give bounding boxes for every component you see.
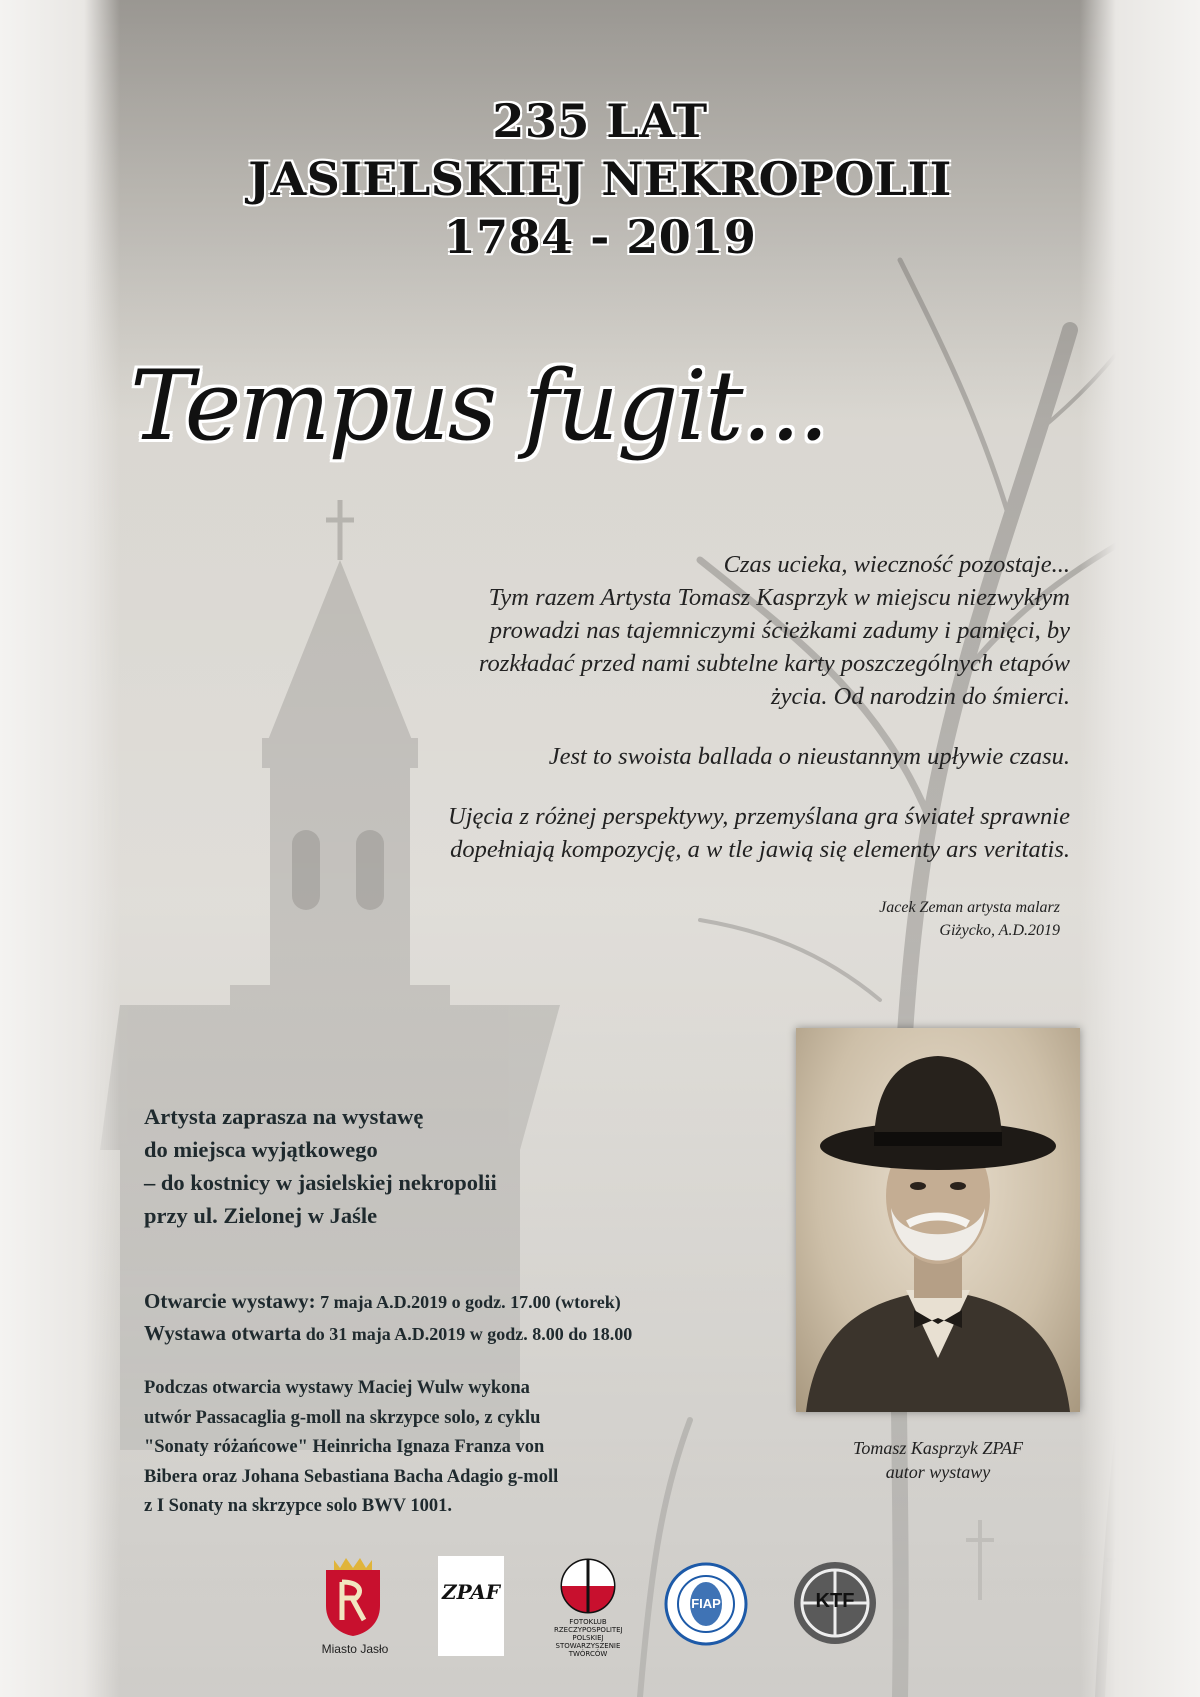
exhibition-schedule <box>144 1286 784 1350</box>
invitation-line: – do kostnicy w jasielskiej nekropolii <box>144 1170 497 1195</box>
concert-line: "Sonaty różańcowe" Heinricha Ignaza Franza von <box>144 1437 545 1457</box>
invitation-line: do miejsca wyjątkowego <box>144 1137 378 1162</box>
quote-signature <box>879 896 1060 942</box>
caption-role: autor wystawy <box>885 1462 991 1482</box>
fiap-logo <box>664 1562 748 1646</box>
invitation-line: Artysta zaprasza na wystawę <box>144 1104 424 1129</box>
quote-paragraph-2 <box>310 740 1070 773</box>
concert-line: z I Sonaty na skrzypce solo BWV 1001. <box>144 1496 453 1516</box>
signature-place-date: Giżycko, A.D.2019 <box>939 922 1060 939</box>
open-label: Wystawa otwarta <box>144 1321 302 1345</box>
fiap-mark: FIAP <box>691 1596 721 1611</box>
portrait-illustration <box>796 1028 1080 1412</box>
fotoklub-logo <box>552 1556 624 1660</box>
opening-label: Otwarcie wystawy: <box>144 1289 316 1313</box>
invitation-text <box>144 1100 764 1232</box>
critic-quote <box>310 548 1070 893</box>
signature-author: Jacek Zeman artysta malarz <box>879 899 1060 916</box>
quote-line: dopełniają kompozycję, a w tle jawią się elementy ars veritatis. <box>450 836 1070 863</box>
quote-line: Tym razem Artysta Tomasz Kasprzyk w miejscu niezwykłym <box>488 584 1070 611</box>
artist-portrait <box>796 1028 1080 1412</box>
headline-necropolis: JASIELSKIEJ NEKROPOLII <box>248 152 952 206</box>
quote-line: rozkładać przed nami subtelne karty poszczególnych etapów <box>478 650 1070 677</box>
concert-line: utwór Passacaglia g-moll na skrzypce solo, z cyklu <box>144 1407 541 1428</box>
portrait-caption <box>796 1436 1080 1484</box>
caption-artist-name: Tomasz Kasprzyk ZPAF <box>852 1438 1024 1458</box>
ktf-logo <box>792 1560 878 1646</box>
invitation-line: przy ul. Zielonej w Jaśle <box>144 1203 378 1228</box>
concert-info <box>144 1374 764 1522</box>
concert-line: Bibera oraz Johana Sebastiana Bacha Adagio g-moll <box>144 1466 559 1487</box>
event-headline <box>0 92 1200 266</box>
quote-line: życia. Od narodzin do śmierci. <box>771 683 1070 710</box>
jaslo-crest-icon <box>318 1556 388 1638</box>
headline-years: 1784 - 2019 <box>443 210 757 264</box>
headline-anniversary: 235 LAT <box>492 94 708 148</box>
jaslo-logo <box>318 1556 388 1666</box>
quote-line: prowadzi nas tajemniczymi ścieżkami zadumy i pamięci, by <box>489 617 1070 644</box>
ktf-mark: KTF <box>815 1590 855 1612</box>
quote-paragraph-3 <box>310 800 1070 866</box>
opening-row <box>144 1286 784 1318</box>
quote-paragraph-1 <box>310 548 1070 713</box>
jaslo-label: Miasto Jasło <box>321 1642 389 1656</box>
concert-line: Podczas otwarcia wystawy Maciej Wulw wykona <box>144 1378 530 1398</box>
open-value: do 31 maja A.D.2019 w godz. 8.00 do 18.00 <box>301 1324 633 1344</box>
zpaf-mark: ZPAF <box>442 1580 500 1604</box>
quote-line: Jest to swoista ballada o nieustannym upływie czasu. <box>548 743 1070 770</box>
zpaf-logo <box>438 1556 504 1656</box>
exhibition-title: Tempus fugit... <box>130 350 828 462</box>
opening-value: 7 maja A.D.2019 o godz. 17.00 (wtorek) <box>315 1292 621 1312</box>
quote-line: Ujęcia z różnej perspektywy, przemyślana gra świateł sprawnie <box>448 803 1070 830</box>
fotoklub-text: FOTOKLUB RZECZYPOSPOLITEJ POLSKIEJ STOWARZYSZENIE TWÓRCÓW <box>554 1618 623 1658</box>
quote-line: Czas ucieka, wieczność pozostaje... <box>723 551 1070 578</box>
open-row <box>144 1318 784 1350</box>
fotoklub-emblem-icon <box>552 1556 624 1614</box>
